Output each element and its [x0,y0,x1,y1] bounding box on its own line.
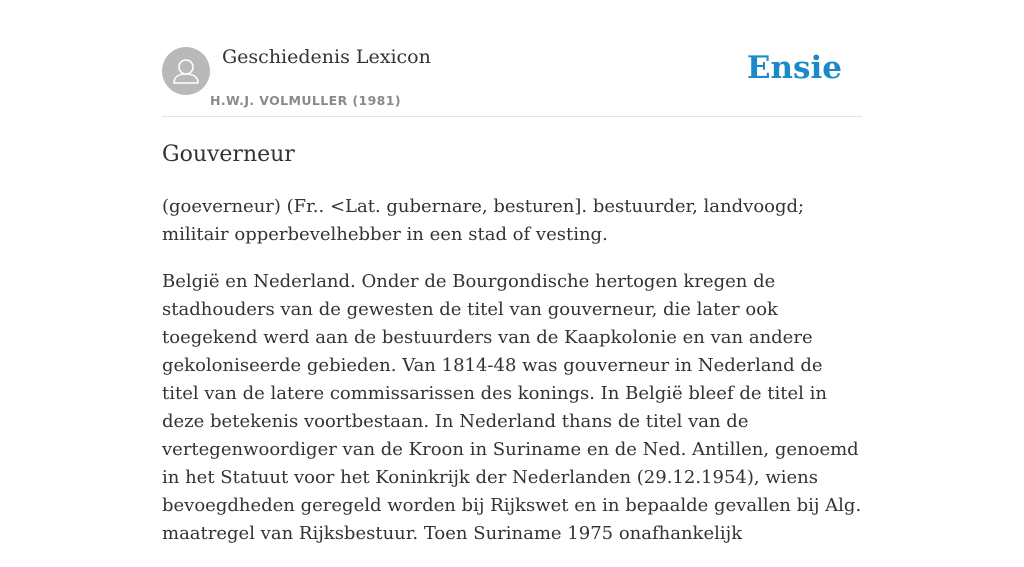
article [162,140,862,567]
article-paragraph-belgium-netherlands: België en Nederland. Onder de Bourgondische hertogen kregen de stadhouders van de gewesten de titel van gouverneur, die later ook toegekend werd aan de bestuurders van de Kaapkolonie en van andere gekoloniseerde gebieden. Van 1814-48 was gouverneur in Nederland de titel van de latere commissarissen des konings. In België bleef de titel in deze betekenis voortbestaan. In Nederland thans de titel van de vertegenwoordiger van de Kroon in Suriname en de Ned. Antillen, genoemd in het Statuut voor het Koninkrijk der Nederlanden (29.12.1954), wiens bevoegdheden geregeld worden bij Rijkswet en in bepaalde gevallen bij Alg. maatregel van Rijksbestuur. Toen Suriname 1975 onafhankelijk [162,271,862,544]
header [162,46,862,117]
article-paragraph-definition: (goeverneur) (Fr.. <Lat. gubernare, besturen]. bestuurder, landvoogd; militair opperbevelhebber in een stad of vesting. [162,196,805,245]
author-label: H.W.J. VOLMULLER (1981) [210,93,401,108]
lexicon-title-link[interactable]: Geschiedenis Lexicon [222,46,431,68]
ensie-logo-link[interactable]: Ensie [746,50,842,86]
user-avatar-icon[interactable] [162,47,210,95]
article-title: Gouverneur [162,142,295,167]
